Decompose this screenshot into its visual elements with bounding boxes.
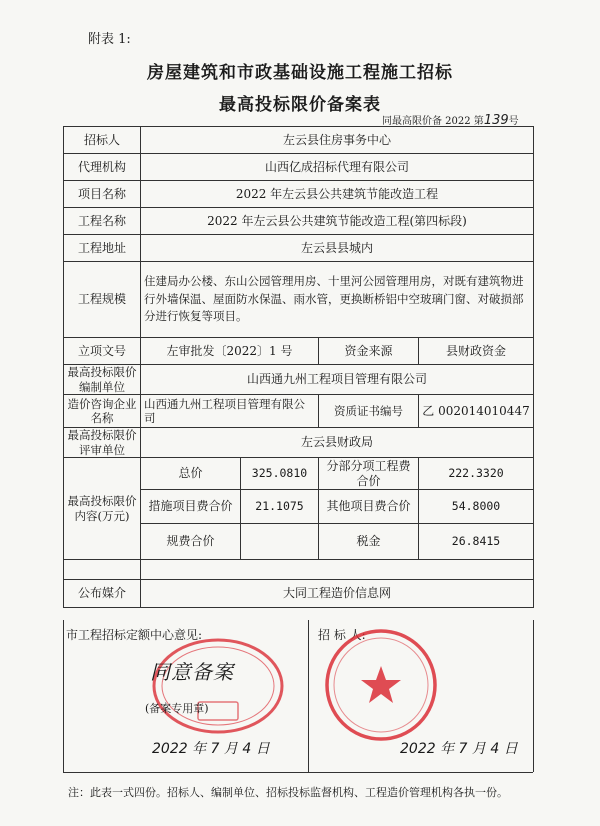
other-value: 54.8000 <box>419 490 534 524</box>
right-signature-date: 2022 年 7 月 4 日 <box>400 741 518 757</box>
fee-value <box>241 524 319 560</box>
row-approval <box>64 338 534 365</box>
measure-value: 21.1075 <box>241 490 319 524</box>
work-name-label: 工程名称 <box>64 208 141 235</box>
price-unit-value: 山西通九州工程项目管理有限公司 <box>141 365 534 395</box>
quota-center-opinion-label: 市工程招标定额中心意见: <box>66 628 203 642</box>
row-media <box>64 580 534 608</box>
signature-divider <box>308 620 309 772</box>
consult-value: 山西通九州工程项目管理有限公司 <box>141 395 319 428</box>
subitem-label: 分部分项工程费合价 <box>319 458 419 490</box>
measure-label: 措施项目费合价 <box>141 490 241 524</box>
filing-seal-label: (备案专用章) <box>145 702 209 715</box>
tax-value: 26.8415 <box>419 524 534 560</box>
media-value: 大同工程造价信息网 <box>141 580 534 608</box>
total-value: 325.0810 <box>241 458 319 490</box>
tenderer-signature-label: 招 标 人: <box>318 628 366 642</box>
signature-left-border <box>63 620 64 772</box>
agency-value: 山西亿成招标代理有限公司 <box>141 154 534 181</box>
cert-value: 乙 002014010447 <box>419 395 534 428</box>
row-spacer <box>64 560 534 580</box>
subitem-value: 222.3320 <box>419 458 534 490</box>
cert-label: 资质证书编号 <box>319 395 419 428</box>
work-scale-label: 工程规模 <box>64 262 141 338</box>
tenderer-seal <box>322 626 440 744</box>
tenderer-value: 左云县住房事务中心 <box>141 127 534 154</box>
record-suffix: 号 <box>508 116 519 127</box>
work-name-value: 2022 年左云县公共建筑节能改造工程(第四标段) <box>141 208 534 235</box>
left-signature-date: 2022 年 7 月 4 日 <box>152 741 270 757</box>
filing-table <box>63 126 534 608</box>
row-work-address <box>64 235 534 262</box>
tenderer-label: 招标人 <box>64 127 141 154</box>
project-name-label: 项目名称 <box>64 181 141 208</box>
approval-handwriting: 同意备案 <box>150 660 234 684</box>
record-prefix: 同最高限价备 2022 第 <box>382 116 484 127</box>
fund-source-value: 县财政资金 <box>419 338 534 365</box>
fee-label: 规费合价 <box>141 524 241 560</box>
row-price-1 <box>64 458 534 490</box>
approval-value: 左审批发〔2022〕1 号 <box>141 338 319 365</box>
signature-bottom-border <box>63 772 533 773</box>
row-review-unit <box>64 428 534 458</box>
media-label: 公布媒介 <box>64 580 141 608</box>
row-work-name <box>64 208 534 235</box>
signature-right-border <box>533 620 534 772</box>
total-label: 总价 <box>141 458 241 490</box>
consult-label: 造价咨询企业名称 <box>64 395 141 428</box>
agency-label: 代理机构 <box>64 154 141 181</box>
other-label: 其他项目费合价 <box>319 490 419 524</box>
row-consult <box>64 395 534 428</box>
row-price-unit <box>64 365 534 395</box>
document-subtitle: 最高投标限价备案表 <box>219 95 381 115</box>
row-project-name <box>64 181 534 208</box>
row-tenderer <box>64 127 534 154</box>
document-title: 房屋建筑和市政基础设施工程施工招标 <box>147 63 453 83</box>
row-work-scale <box>64 262 534 338</box>
footer-note: 注：此表一式四份。招标人、编制单位、招标投标监督机构、工程造价管理机构各执一份。 <box>68 786 508 799</box>
spacer-cell <box>64 560 141 580</box>
approval-label: 立项文号 <box>64 338 141 365</box>
price-unit-label: 最高投标限价编制单位 <box>64 365 141 395</box>
price-content-label: 最高投标限价内容(万元) <box>64 458 141 560</box>
work-address-label: 工程地址 <box>64 235 141 262</box>
work-address-value: 左云县县城内 <box>141 235 534 262</box>
fund-source-label: 资金来源 <box>319 338 419 365</box>
attachment-label: 附表 1: <box>88 32 131 47</box>
row-agency <box>64 154 534 181</box>
review-unit-value: 左云县财政局 <box>141 428 534 458</box>
tax-label: 税金 <box>319 524 419 560</box>
spacer-cell-wide <box>141 560 534 580</box>
work-scale-value: 住建局办公楼、东山公园管理用房、十里河公园管理用房，对既有建筑物进行外墙保温、屋面防水保温、雨水管，更换断桥铝中空玻璃门窗、对破损部分进行恢复等项目。 <box>141 262 534 338</box>
record-number-value: 139 <box>483 113 509 128</box>
project-name-value: 2022 年左云县公共建筑节能改造工程 <box>141 181 534 208</box>
filing-stamp <box>148 636 288 736</box>
review-unit-label: 最高投标限价评审单位 <box>64 428 141 458</box>
